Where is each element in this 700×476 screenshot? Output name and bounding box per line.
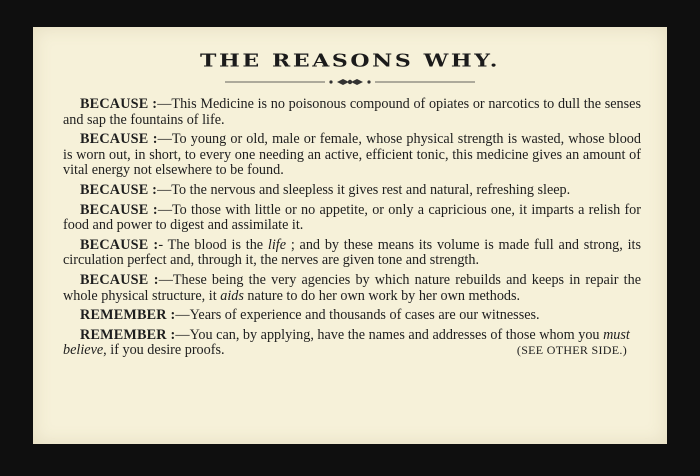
remember-text: —You can, by applying, have the names and addresses of those whom you <box>175 326 604 343</box>
reason-text: —These being the very agencies by which nature rebuilds and keeps in repair the whole physical structure, it <box>63 271 641 304</box>
reason-text: —This Medicine is no poisonous compound of opiates or narcotics to dull the senses and sap the fountains of life. <box>63 96 641 128</box>
reason-paragraph-1 <box>63 97 641 128</box>
reason-lead: BECAUSE : <box>80 131 158 148</box>
reason-paragraph-5 <box>63 238 641 269</box>
reason-paragraph-3 <box>63 183 641 199</box>
remember-lead: REMEMBER : <box>80 326 176 343</box>
remember-paragraph-1 <box>63 308 641 324</box>
title-ornament <box>33 77 667 87</box>
reason-text: —To those with little or no appetite, or only a capricious one, it imparts a relish for food and power to digest and assimilate it. <box>63 201 642 234</box>
reason-text: nature to do her own work by her own methods. <box>243 287 521 304</box>
reason-lead: BECAUSE : <box>80 181 158 198</box>
remember-text: , if you desire proofs. <box>103 342 225 359</box>
see-other-side-note: (SEE OTHER SIDE.) <box>516 343 627 358</box>
trade-card <box>33 27 667 444</box>
reason-lead: BECAUSE : <box>80 96 158 112</box>
reason-emphasis: life <box>267 236 287 253</box>
reason-text: —To young or old, male or female, whose physical strength is wasted, whose blood is worn out, in short, to every one needing an active, efficient tonic, this medicine gives an amount of vital energy not elsewhere to be found. <box>63 131 641 179</box>
remember-text: —Years of experience and thousands of cases are our witnesses. <box>175 307 540 324</box>
remember-emphasis: must believe <box>63 326 630 359</box>
reason-paragraph-2 <box>63 132 641 179</box>
remember-paragraph-2 <box>63 328 641 359</box>
reason-paragraph-4 <box>63 203 641 234</box>
reason-lead: BECAUSE : <box>80 271 159 288</box>
reason-text: —To the nervous and sleepless it gives rest and natural, refreshing sleep. <box>157 181 571 198</box>
reason-text: - The blood is the <box>158 236 268 253</box>
reasons-text <box>63 97 641 363</box>
reason-lead: BECAUSE : <box>80 236 159 253</box>
card-title: THE REASONS WHY. <box>199 50 501 72</box>
reason-paragraph-6 <box>63 273 641 304</box>
remember-lead: REMEMBER : <box>80 307 176 324</box>
reason-emphasis: aids <box>220 287 244 304</box>
reason-lead: BECAUSE : <box>80 201 158 218</box>
reason-text: ; and by these means its volume is made full and strong, its circulation perfect and, through it, the nerves are given tone and strength. <box>63 236 642 269</box>
